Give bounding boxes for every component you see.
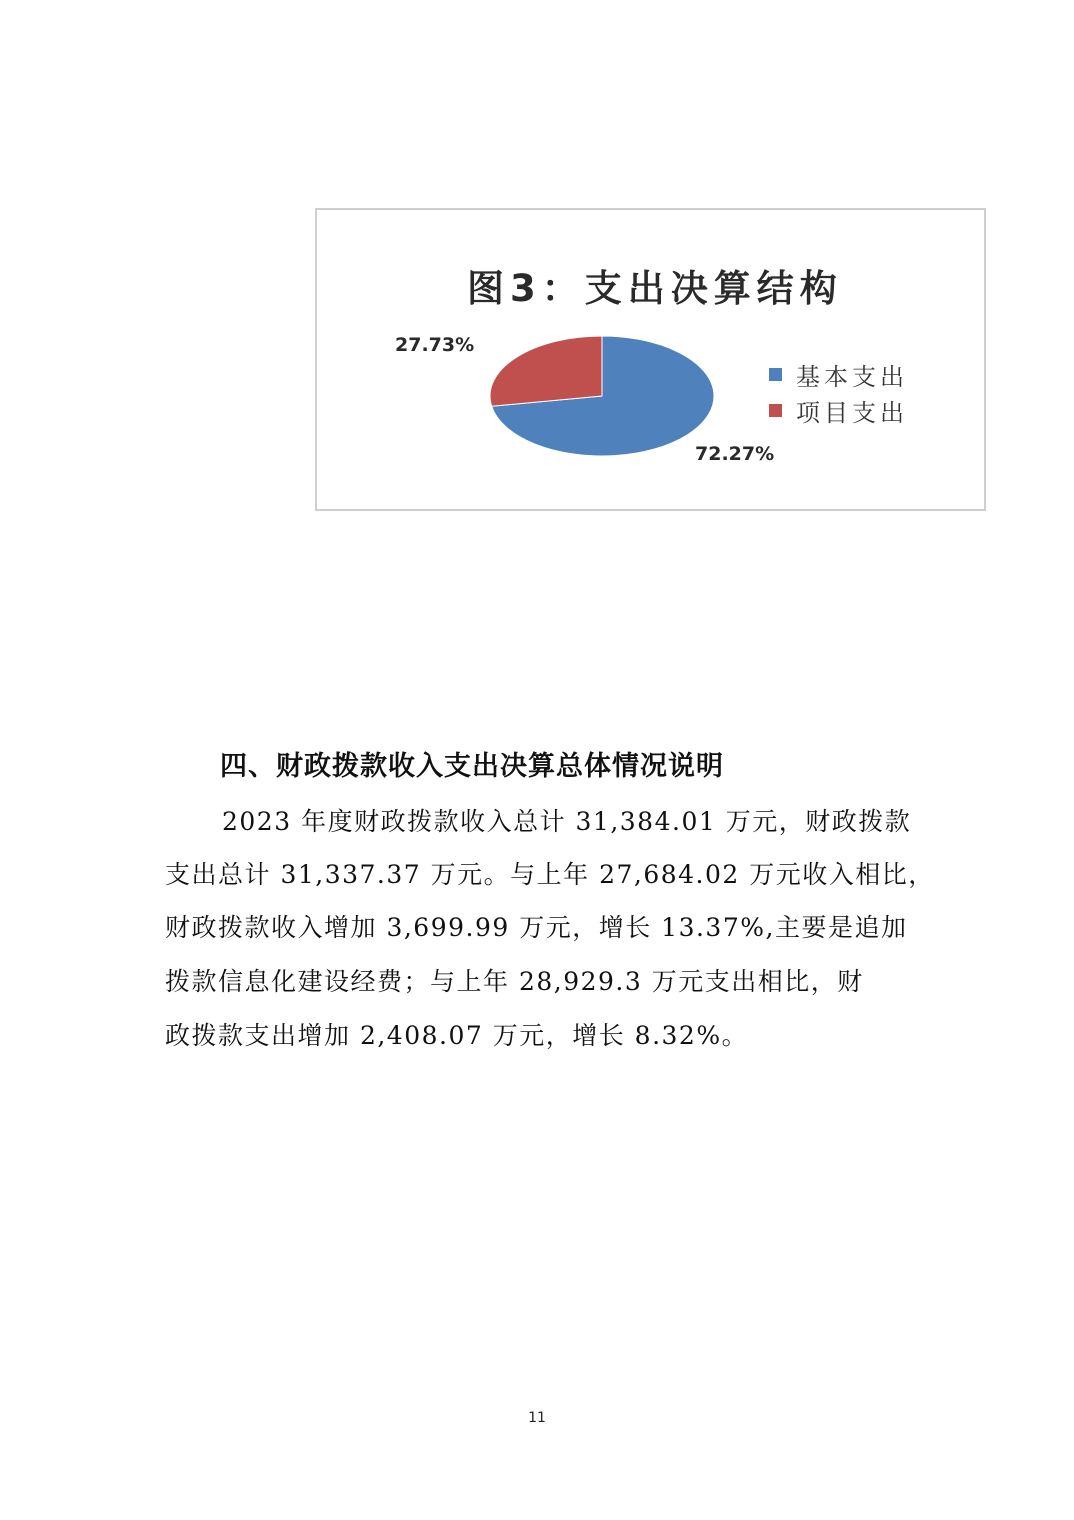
paragraph-line-3: 财政拨款收入增加 3,699.99 万元，增长 13.37%,主要是追加	[165, 913, 908, 942]
paragraph-line-2: 支出总计 31,337.37 万元。与上年 27,684.02 万元收入相比，	[165, 860, 935, 889]
pie-chart-figure	[315, 208, 986, 511]
legend-swatch-project	[769, 404, 782, 417]
paragraph-line-5: 政拨款支出增加 2,408.07 万元，增长 8.32%。	[165, 1021, 749, 1050]
section-heading: 四、财政拨款收入支出决算总体情况说明	[220, 751, 724, 782]
legend-label-project: 项目支出	[796, 398, 908, 427]
page-number: 11	[528, 1410, 546, 1426]
paragraph-line-1: 2023 年度财政拨款收入总计 31,384.01 万元，财政拨款	[222, 807, 912, 836]
legend-swatch-basic	[769, 368, 782, 381]
legend-label-basic: 基本支出	[796, 362, 908, 391]
legend-item-basic	[769, 356, 908, 392]
slice-label-project: 27.73%	[395, 334, 475, 356]
paragraph-line-4: 拨款信息化建设经费；与上年 28,929.3 万元支出相比，财	[165, 967, 864, 996]
slice-label-basic: 72.27%	[695, 443, 775, 465]
chart-legend	[769, 356, 908, 428]
pie-slice-project	[490, 336, 602, 406]
legend-item-project	[769, 392, 908, 428]
chart-title: 图3：支出决算结构	[467, 267, 843, 310]
